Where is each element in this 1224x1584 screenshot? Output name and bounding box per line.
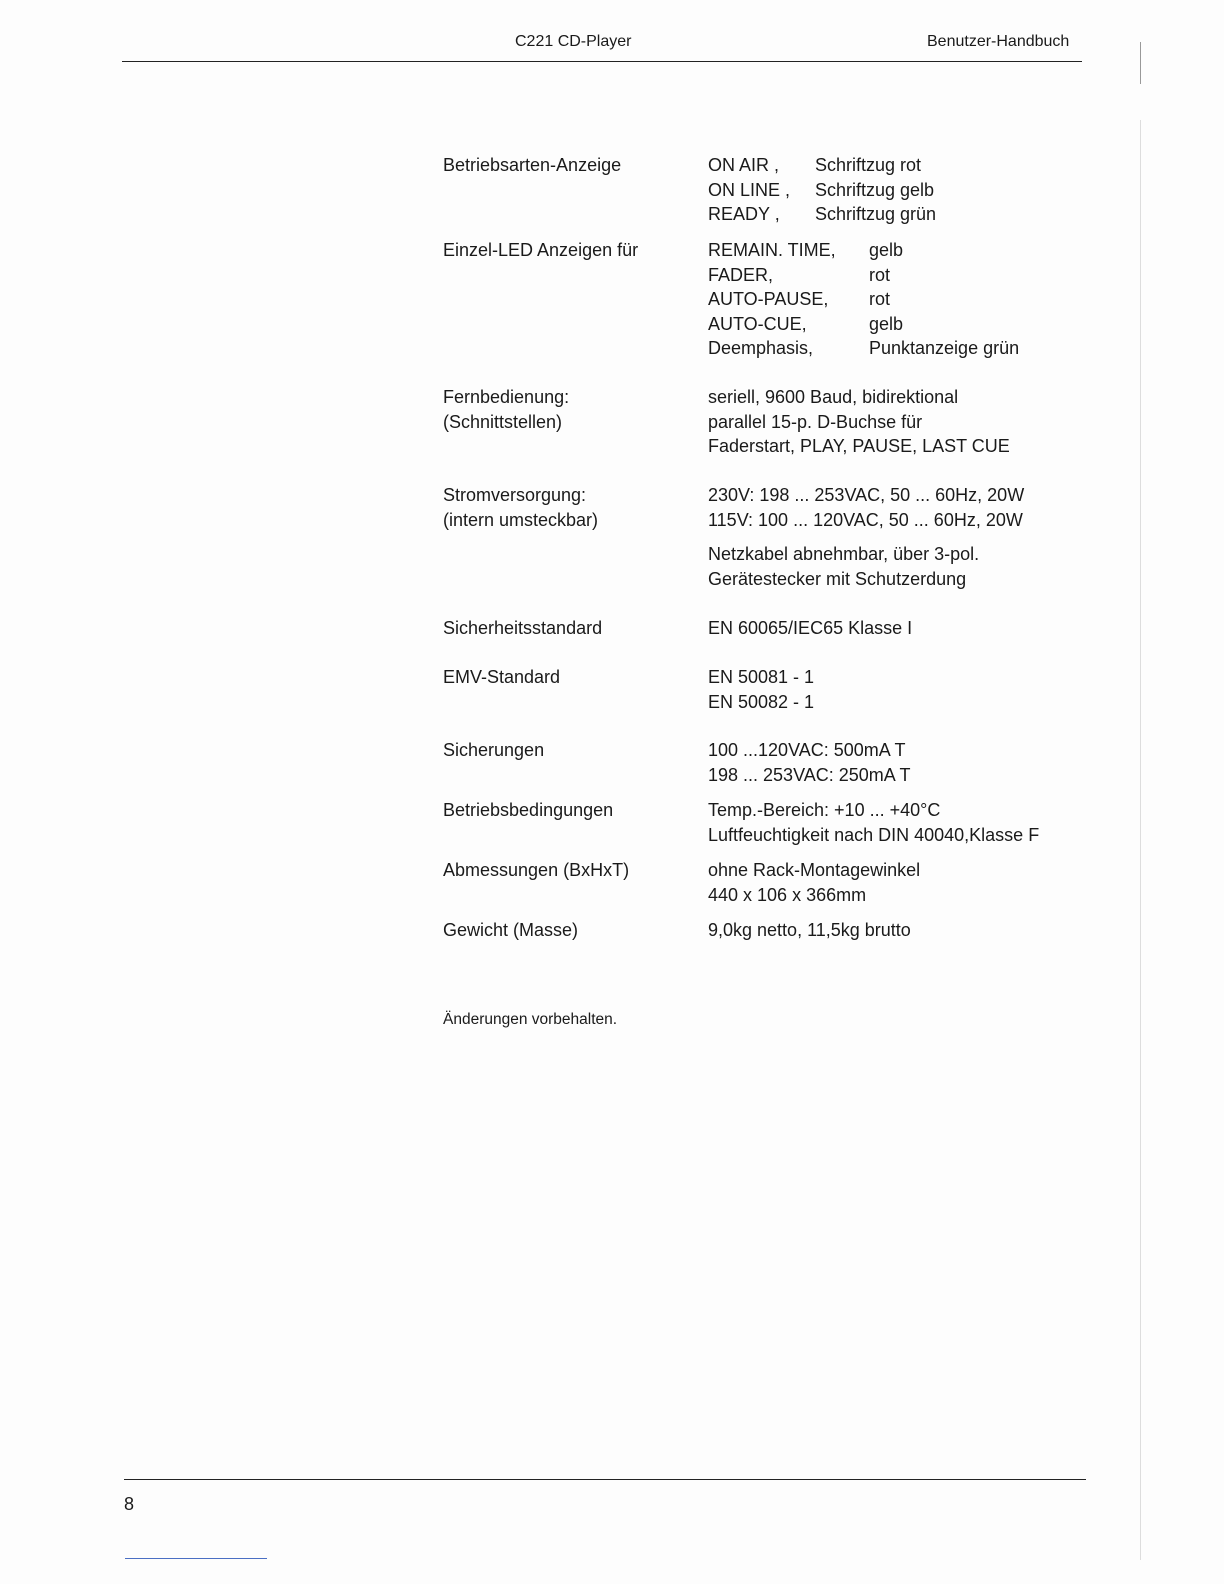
mode-on-line-color: Schriftzug gelb [815, 179, 935, 200]
led-deemphasis-color: Punktanzeige grün [869, 338, 1020, 358]
led-auto-cue-color: gelb [869, 313, 904, 334]
spec-keys-einzel-led [708, 238, 836, 361]
spec-value-sicherheit: EN 60065/IEC65 Klasse I [708, 618, 913, 638]
value-line: EN 50082 - 1 [708, 691, 815, 712]
led-auto-pause-color: rot [869, 289, 891, 309]
footer-divider [124, 1479, 1086, 1480]
spec-value-fernbedienung [708, 385, 1010, 459]
mode-ready: READY , [708, 204, 780, 224]
value-line: Gerätestecker mit Schutzerdung [708, 568, 967, 589]
changes-note: Änderungen vorbehalten. [443, 1011, 618, 1028]
led-deemphasis: Deemphasis, [708, 338, 814, 358]
header-divider [122, 61, 1082, 62]
label-line: (intern umsteckbar) [443, 509, 599, 530]
led-fader-color: rot [869, 264, 891, 285]
spec-value-stromversorgung [708, 483, 1024, 532]
value-line: 198 ... 253VAC: 250mA T [708, 764, 911, 785]
header-title: C221 CD-Player [515, 33, 632, 50]
led-remain-time-color: gelb [869, 240, 904, 260]
value-line: Faderstart, PLAY, PAUSE, LAST CUE [708, 436, 1010, 456]
spec-keys-betriebsarten [708, 153, 790, 227]
value-line: seriell, 9600 Baud, bidirektional [708, 387, 959, 407]
value-line: 440 x 106 x 366mm [708, 884, 867, 905]
label-line: Stromversorgung: [443, 485, 587, 505]
spec-value-emv [708, 665, 814, 714]
value-line: Luftfeuchtigkeit nach DIN 40040,Klasse F [708, 824, 1040, 845]
header-manual-name: Benutzer-Handbuch [927, 33, 1070, 50]
value-line: 230V: 198 ... 253VAC, 50 ... 60Hz, 20W [708, 485, 1025, 505]
spec-label-betriebsarten: Betriebsarten-Anzeige [443, 155, 622, 175]
spec-values-einzel-led [869, 238, 1019, 361]
value-line: ohne Rack-Montagewinkel [708, 860, 921, 880]
spec-value-gewicht: 9,0kg netto, 11,5kg brutto [708, 920, 911, 940]
value-line: Netzkabel abnehmbar, über 3-pol. [708, 544, 980, 564]
mode-on-air: ON AIR , [708, 155, 780, 175]
value-line: EN 50081 - 1 [708, 667, 815, 687]
spec-label-sicherungen: Sicherungen [443, 740, 545, 760]
spec-value-betriebsbedingungen [708, 798, 1039, 847]
led-remain-time: REMAIN. TIME, [708, 240, 836, 260]
led-fader: FADER, [708, 264, 774, 285]
spec-label-betriebsbedingungen: Betriebsbedingungen [443, 800, 614, 820]
spec-value-netzkabel [708, 542, 979, 591]
mode-ready-color: Schriftzug grün [815, 204, 937, 224]
spec-value-sicherungen [708, 738, 910, 787]
mode-on-air-color: Schriftzug rot [815, 155, 922, 175]
spec-label-abmessungen: Abmessungen (BxHxT) [443, 860, 630, 880]
led-auto-cue: AUTO-CUE, [708, 313, 807, 334]
page-edge-shadow [1140, 120, 1141, 1560]
page-edge-mark [1140, 42, 1141, 84]
value-line: parallel 15-p. D-Buchse für [708, 411, 923, 432]
spec-label-stromversorgung [443, 483, 598, 532]
label-line: Fernbedienung: [443, 387, 570, 407]
spec-label-einzel-led: Einzel-LED Anzeigen für [443, 240, 639, 260]
mode-on-line: ON LINE , [708, 179, 791, 200]
value-line: 115V: 100 ... 120VAC, 50 ... 60Hz, 20W [708, 509, 1023, 530]
spec-values-betriebsarten [815, 153, 936, 227]
led-auto-pause: AUTO-PAUSE, [708, 289, 829, 309]
page-number: 8 [124, 1494, 135, 1514]
value-line: Temp.-Bereich: +10 ... +40°C [708, 800, 941, 820]
value-line: 100 ...120VAC: 500mA T [708, 740, 906, 760]
label-line: (Schnittstellen) [443, 411, 563, 432]
spec-value-abmessungen [708, 858, 920, 907]
footer-blue-line [125, 1558, 267, 1559]
spec-label-gewicht: Gewicht (Masse) [443, 920, 579, 940]
spec-label-emv: EMV-Standard [443, 667, 561, 687]
spec-label-fernbedienung [443, 385, 569, 434]
spec-label-sicherheit: Sicherheitsstandard [443, 618, 603, 638]
